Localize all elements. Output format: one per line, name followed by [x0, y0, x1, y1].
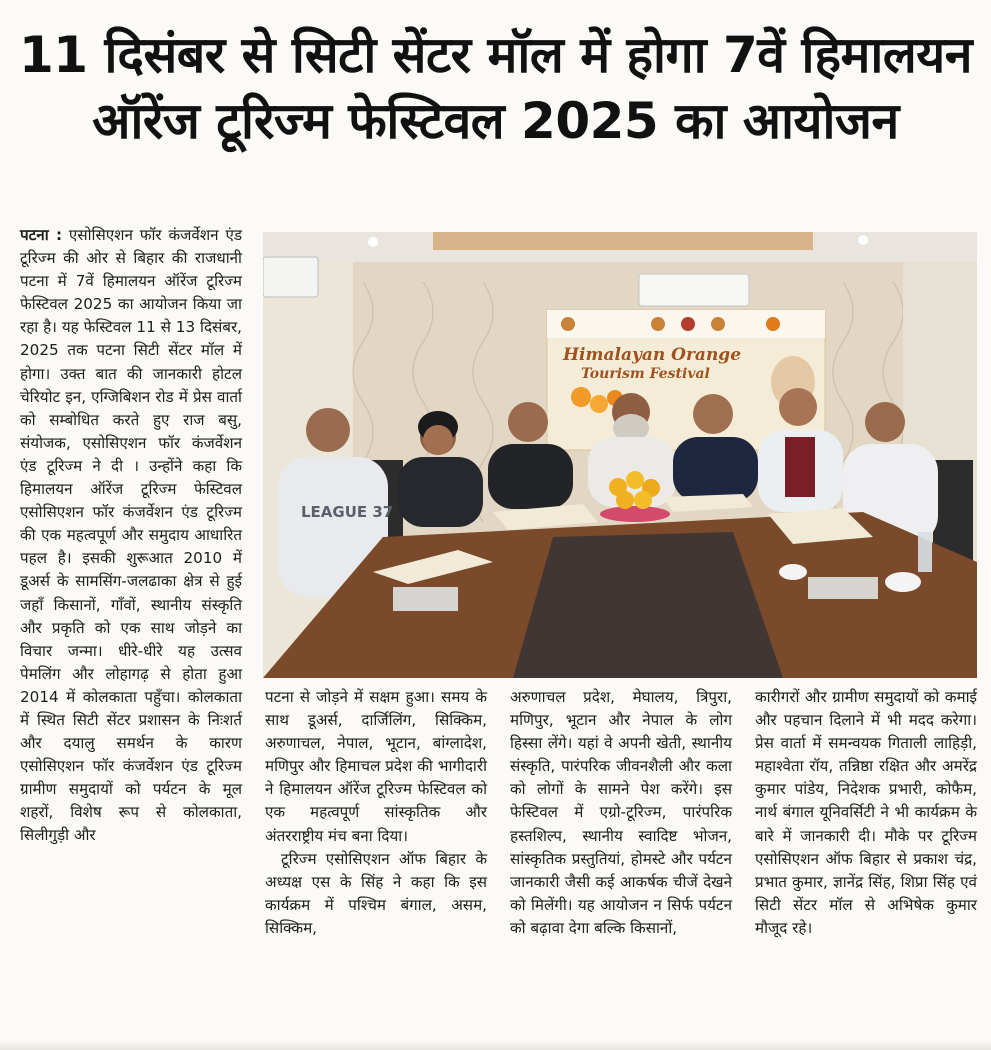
column-4-text: कारीगरों और ग्रामीण समुदायों को कमाई और पहचान दिलाने में भी मदद करेगा। प्रेस वार्ता में समन्वयक गिताली लाहिड़ी, महाश्वेता रॉय, तन्निष्ठा रक्षित और अमरेंद्र कुमार पांडेय, निदेशक प्रभारी, कोफैम, नार्थ बंगाल यूनिवर्सिटी ने भी कार्यक्रम के बारे में जानकारी दी। मौके पर टूरिज्म एसोसिएशन ऑफ बिहार से प्रकाश चंद्र, प्रभात कुमार, ज्ञानेंद्र सिंह, शिप्रा सिंह एवं सिटी सेंटर मॉल से अभिषेक कुमार मौजूद रहे।	[755, 688, 977, 937]
banner-title-line-2: Tourism Festival	[581, 366, 710, 382]
column-2-paragraph-2: टूरिज्म एसोसिएशन ऑफ बिहार के अध्यक्ष एस के सिंह ने कहा कि इस कार्यक्रम में पश्चिम बंगाल, असम, सिक्किम,	[265, 849, 487, 937]
press-conference-photo	[263, 232, 977, 678]
headline	[0, 22, 991, 154]
headline-line-2: ऑरेंज टूरिज्म फेस्टिवल 2025 का आयोजन	[92, 92, 899, 150]
page-bottom-edge	[0, 1040, 991, 1050]
banner-title-line-1: Himalayan Orange	[563, 345, 742, 365]
article-column-3	[510, 686, 732, 940]
dateline: पटना :	[20, 226, 63, 244]
article-column-2	[265, 686, 487, 940]
headline-line-1: 11 दिसंबर से सिटी सेंटर मॉल में होगा 7वें हिमालयन	[18, 26, 973, 84]
article-column-1	[20, 224, 242, 848]
article-column-4	[755, 686, 977, 940]
column-3-text: अरुणाचल प्रदेश, मेघालय, त्रिपुरा, मणिपुर, भूटान और नेपाल के लोग हिस्सा लेंगे। यहां वे अपनी खेती, स्थानीय संस्कृति, पारंपरिक जीवनशैली और कला को लोगों के सामने पेश करेंगे। इस फेस्टिवल में एग्रो-टूरिज्म, पारंपरिक हस्तशिल्प, स्थानीय स्वादिष्ट भोजन, सांस्कृतिक प्रस्तुतियां, होमस्टे और पर्यटन जानकारी जैसी कई आकर्षक चीजें देखने को मिलेंगी। यह आयोजन न सिर्फ पर्यटन को बढ़ावा देगा बल्कि किसानों,	[510, 688, 732, 937]
column-1-text: एसोसिएशन फॉर कंजर्वेशन एंड टूरिज्म की ओर से बिहार की राजधानी पटना में 7वें हिमालयन ऑरेंज टूरिज्म फेस्टिवल 2025 का आयोजन किया जा रहा है। यह फेस्टिवल 11 से 13 दिसंबर, 2025 तक पटना सिटी सेंटर मॉल में होगा। उक्त बात की जानकारी होटल चेरियोट इन, एग्जिबिशन रोड में प्रेस वार्ता को सम्बोधित करते हुए राज बसु, संयोजक, एसोसिएशन फॉर कंजर्वेशन एंड टूरिज्म ने दी । उन्होंने कहा कि हिमालयन ऑरेंज टूरिज्म फेस्टिवल एसोसिएशन फॉर कंजर्वेशन एंड टूरिज्म की एक महत्वपूर्ण और समुदाय आधारित पहल है। इसकी शुरूआत 2010 में डूअर्स के सामसिंग-जलढाका क्षेत्र से हुई जहाँ किसानों, गाँवों, स्थानीय संस्कृति और प्रकृति को एक साथ जोड़ने का विचार जन्मा। धीरे-धीरे यह उत्सव पेमलिंग और लोहागढ़ से होता हुआ 2014 में कोलकाता पहुँचा। कोलकाता में स्थित सिटी सेंटर प्रशासन के निःशर्त और दयालु समर्थन के कारण एसोसिएशन फॉर कंजर्वेशन एंड टूरिज्म ग्रामीण समुदायों को पर्यटन के मूल शहरों, विशेष रूप से कोलकाता, सिलीगुड़ी और	[20, 226, 242, 845]
tshirt-text: LEAGUE 37	[301, 503, 394, 521]
column-2-paragraph-1: पटना से जोड़ने में सक्षम हुआ। समय के साथ डूअर्स, दार्जिलिंग, सिक्किम, अरुणाचल, नेपाल, भूटान, बांग्लादेश, मणिपुर और हिमाचल प्रदेश की भागीदारी ने हिमालयन ऑरेंज टूरिज्म फेस्टिवल को एक महत्वपूर्ण सांस्कृतिक और अंतरराष्ट्रीय मंच बना दिया।	[265, 688, 487, 845]
